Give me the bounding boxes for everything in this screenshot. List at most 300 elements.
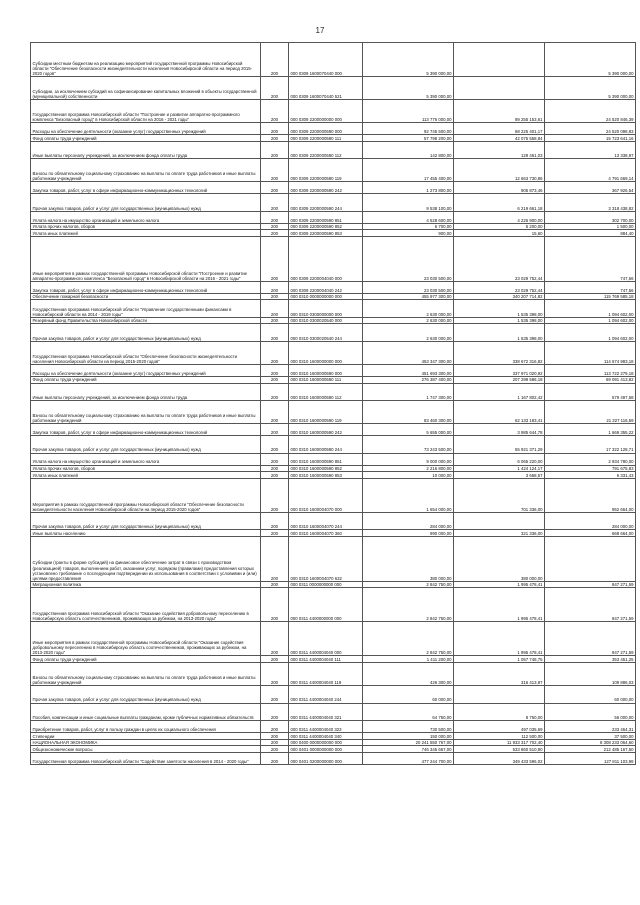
row-name-cell: Уплата налога на имущество организаций и земельного налога bbox=[31, 453, 261, 465]
row-approved-cell: 2 630 000,00 bbox=[363, 324, 454, 342]
row-unexecuted-cell: 2 934 780,00 bbox=[545, 453, 636, 465]
row-unexecuted-cell: 114 674 983,18 bbox=[545, 341, 636, 364]
row-executed-cell: 11 933 317 702,40 bbox=[454, 739, 545, 746]
row-code-cell: 200 bbox=[261, 135, 289, 142]
row-executed-cell: 68 225 401,17 bbox=[454, 123, 545, 135]
row-unexecuted-cell: 847 271,59 bbox=[545, 581, 636, 588]
row-classification-cell: 000 0309 2200000590 851 bbox=[289, 211, 363, 223]
row-classification-cell: 000 0311 4400004040 323 bbox=[289, 721, 363, 733]
row-code-cell: 200 bbox=[261, 77, 289, 100]
row-unexecuted-cell: 668 664,00 bbox=[545, 530, 636, 537]
row-code-cell: 200 bbox=[261, 536, 289, 581]
row-code-cell: 200 bbox=[261, 223, 289, 230]
row-code-cell: 200 bbox=[261, 317, 289, 324]
row-code-cell: 200 bbox=[261, 123, 289, 135]
row-name-cell: Прочая закупка товаров, работ и услуг для государственных (муниципальных) нужд bbox=[31, 324, 261, 342]
row-classification-cell: 000 0309 2200000000 000 bbox=[289, 100, 363, 123]
row-classification-cell: 000 0309 2200000590 853 bbox=[289, 230, 363, 237]
row-classification-cell: 000 0310 1600000590 853 bbox=[289, 472, 363, 479]
row-executed-cell: 1 995 478,41 bbox=[454, 581, 545, 588]
row-executed-cell: 112 500,00 bbox=[454, 733, 545, 740]
row-approved-cell: 451 693 300,00 bbox=[363, 364, 454, 376]
table-row bbox=[31, 686, 636, 704]
table-row bbox=[31, 721, 636, 733]
row-classification-cell: 000 0310 1600000590 851 bbox=[289, 453, 363, 465]
table-row bbox=[31, 401, 636, 424]
row-classification-cell: 000 0310 1600004070 244 bbox=[289, 512, 363, 530]
row-code-cell: 200 bbox=[261, 512, 289, 530]
row-executed-cell: 337 971 020,92 bbox=[454, 364, 545, 376]
row-approved-cell: 17 455 400,00 bbox=[363, 159, 454, 182]
row-classification-cell: 000 0309 2200000590 111 bbox=[289, 135, 363, 142]
row-executed-cell bbox=[454, 512, 545, 530]
row-approved-cell: 746 345 667,00 bbox=[363, 746, 454, 753]
row-unexecuted-cell: 1 094 602,00 bbox=[545, 317, 636, 324]
row-code-cell: 200 bbox=[261, 656, 289, 663]
row-name-cell: Иные мероприятия в рамках государственной программы Новосибирской области "Построение и развитие аппаратно-программного комплекса "Безопасный город" в Новосибирской области на 2016 - 2021 годы" bbox=[31, 236, 261, 281]
row-classification-cell: 000 0310 0300020540 000 bbox=[289, 317, 363, 324]
table-row bbox=[31, 663, 636, 686]
row-name-cell: Государственная программа Новосибирской области "Содействие занятости населения в 2014 - 2020 годы" bbox=[31, 752, 261, 764]
row-code-cell: 200 bbox=[261, 293, 289, 300]
row-code-cell: 200 bbox=[261, 478, 289, 512]
row-executed-cell: 89 255 153,61 bbox=[454, 100, 545, 123]
row-approved-cell: 5 390 000,00 bbox=[363, 43, 454, 77]
row-classification-cell: 000 0310 1600004070 632 bbox=[289, 536, 363, 581]
row-classification-cell: 000 0309 2200004040 242 bbox=[289, 281, 363, 293]
row-executed-cell: 62 133 183,41 bbox=[454, 401, 545, 424]
row-executed-cell: 4 225 900,00 bbox=[454, 211, 545, 223]
row-executed-cell: 1 424 124,17 bbox=[454, 465, 545, 472]
table-row bbox=[31, 141, 636, 159]
row-code-cell: 200 bbox=[261, 324, 289, 342]
row-code-cell: 200 bbox=[261, 383, 289, 401]
row-unexecuted-cell: 8 308 233 064,60 bbox=[545, 739, 636, 746]
table-row bbox=[31, 588, 636, 622]
table-row bbox=[31, 43, 636, 77]
row-code-cell: 200 bbox=[261, 663, 289, 686]
row-name-cell: Фонд оплаты труда учреждений bbox=[31, 656, 261, 663]
row-code-cell: 200 bbox=[261, 453, 289, 465]
row-approved-cell: 4 528 600,00 bbox=[363, 211, 454, 223]
row-name-cell: Закупка товаров, работ, услуг в сфере информационно-коммуникационных технологий bbox=[31, 424, 261, 436]
table-row bbox=[31, 376, 636, 383]
row-executed-cell: 701 336,00 bbox=[454, 478, 545, 512]
row-classification-cell: 000 0311 4400004040 321 bbox=[289, 703, 363, 721]
row-unexecuted-cell: 56 000,00 bbox=[545, 703, 636, 721]
row-code-cell: 200 bbox=[261, 376, 289, 383]
row-code-cell: 200 bbox=[261, 43, 289, 77]
row-unexecuted-cell: 24 520 098,83 bbox=[545, 123, 636, 135]
row-classification-cell: 000 0309 2200000590 852 bbox=[289, 223, 363, 230]
row-unexecuted-cell: 353 451,25 bbox=[545, 656, 636, 663]
table-row bbox=[31, 472, 636, 479]
row-approved-cell: 20 241 550 767,00 bbox=[363, 739, 454, 746]
row-name-cell: Субсидии местным бюджетам на реализацию мероприятий государственной программы Новосибирской области "Обеспечение безопасности жизнедеятельности населения Новосибирской области на период 2015-2020 годов" bbox=[31, 43, 261, 77]
row-classification-cell: 000 0400 0000000000 000 bbox=[289, 739, 363, 746]
row-name-cell: Общеэкономические вопросы bbox=[31, 746, 261, 753]
row-unexecuted-cell: 747,56 bbox=[545, 281, 636, 293]
row-approved-cell: 2 842 750,00 bbox=[363, 581, 454, 588]
row-code-cell: 200 bbox=[261, 100, 289, 123]
row-code-cell: 200 bbox=[261, 436, 289, 454]
row-approved-cell: 1 747 300,00 bbox=[363, 383, 454, 401]
row-classification-cell: 000 0309 2200000590 119 bbox=[289, 159, 363, 182]
row-code-cell: 200 bbox=[261, 752, 289, 764]
row-executed-cell: 3 985 644,78 bbox=[454, 424, 545, 436]
table-row bbox=[31, 453, 636, 465]
table-row bbox=[31, 123, 636, 135]
row-name-cell: Прочая закупка товаров, работ и услуг для государственных (муниципальных) нужд bbox=[31, 194, 261, 212]
row-executed-cell: 349 433 596,02 bbox=[454, 752, 545, 764]
row-approved-cell: 57 798 200,00 bbox=[363, 135, 454, 142]
row-approved-cell: 73 243 500,00 bbox=[363, 436, 454, 454]
row-approved-cell: 426 300,00 bbox=[363, 663, 454, 686]
row-executed-cell: 316 413,97 bbox=[454, 663, 545, 686]
table-row bbox=[31, 733, 636, 740]
row-unexecuted-cell: 113 722 279,18 bbox=[545, 364, 636, 376]
row-code-cell: 200 bbox=[261, 424, 289, 436]
row-executed-cell: 497 035,69 bbox=[454, 721, 545, 733]
row-name-cell: Пособия, компенсации и иные социальные выплаты гражданам, кроме публичных нормативных обязательств bbox=[31, 703, 261, 721]
row-unexecuted-cell: 13 338,97 bbox=[545, 141, 636, 159]
row-unexecuted-cell: 747,56 bbox=[545, 236, 636, 281]
row-unexecuted-cell: 1 094 602,00 bbox=[545, 324, 636, 342]
row-executed-cell: 533 860 510,90 bbox=[454, 746, 545, 753]
row-name-cell: Взносы по обязательному социальному страхованию на выплаты по оплате труда работников и иные выплаты работникам учреждений bbox=[31, 401, 261, 424]
row-unexecuted-cell: 21 327 116,59 bbox=[545, 401, 636, 424]
row-executed-cell: 340 207 714,82 bbox=[454, 293, 545, 300]
row-classification-cell: 000 0311 4400004040 111 bbox=[289, 656, 363, 663]
row-unexecuted-cell: 4 791 669,14 bbox=[545, 159, 636, 182]
row-approved-cell: 1 411 200,00 bbox=[363, 656, 454, 663]
row-approved-cell: 5 390 000,00 bbox=[363, 77, 454, 100]
row-unexecuted-cell: 60 000,00 bbox=[545, 686, 636, 704]
row-approved-cell: 23 030 500,00 bbox=[363, 236, 454, 281]
table-row bbox=[31, 656, 636, 663]
row-unexecuted-cell: 791 675,83 bbox=[545, 465, 636, 472]
row-unexecuted-cell bbox=[545, 536, 636, 581]
table-row bbox=[31, 622, 636, 656]
row-classification-cell: 000 0310 1600004070 360 bbox=[289, 530, 363, 537]
row-code-cell: 200 bbox=[261, 588, 289, 622]
row-unexecuted-cell: 579 497,58 bbox=[545, 383, 636, 401]
row-name-cell: Фонд оплаты труда учреждений bbox=[31, 135, 261, 142]
row-name-cell: Иные мероприятия в рамках государственной программы Новосибирской области "Оказание содействия добровольному переселению в Новосибирскую область соотечественников, проживающих за рубежом, на 2013-2020 годы" bbox=[31, 622, 261, 656]
row-name-cell: Государственная программа Новосибирской области "Обеспечение безопасности жизнедеятельности населения Новосибирской области на период 2015-2020 годов" bbox=[31, 341, 261, 364]
row-approved-cell: 9 000 000,00 bbox=[363, 453, 454, 465]
row-executed-cell: 8 750,00 bbox=[454, 703, 545, 721]
table-row bbox=[31, 536, 636, 581]
row-classification-cell: 000 0310 1600000590 000 bbox=[289, 364, 363, 376]
row-approved-cell: 380 000,00 bbox=[363, 536, 454, 581]
row-name-cell: Иные выплаты персоналу учреждений, за исключением фонда оплаты труда bbox=[31, 383, 261, 401]
row-classification-cell: 000 0309 2200004040 000 bbox=[289, 236, 363, 281]
row-name-cell: Приобретение товаров, работ, услуг в пользу граждан в целях их социального обеспечения bbox=[31, 721, 261, 733]
row-name-cell: Обеспечение пожарной безопасности bbox=[31, 293, 261, 300]
row-code-cell: 200 bbox=[261, 364, 289, 376]
row-classification-cell: 000 0311 4400004040 244 bbox=[289, 686, 363, 704]
row-code-cell: 200 bbox=[261, 230, 289, 237]
row-unexecuted-cell: 847 271,59 bbox=[545, 622, 636, 656]
table-row bbox=[31, 364, 636, 376]
row-unexecuted-cell: 17 322 128,71 bbox=[545, 436, 636, 454]
row-approved-cell: 64 750,00 bbox=[363, 703, 454, 721]
table-row bbox=[31, 194, 636, 212]
row-code-cell: 200 bbox=[261, 281, 289, 293]
row-approved-cell: 9 538 100,00 bbox=[363, 194, 454, 212]
row-approved-cell: 10 000,00 bbox=[363, 472, 454, 479]
row-name-cell: Иные выплаты персоналу учреждений, за исключением фонда оплаты труда bbox=[31, 141, 261, 159]
row-executed-cell bbox=[454, 686, 545, 704]
table-row bbox=[31, 317, 636, 324]
row-classification-cell: 000 0309 1600070440 521 bbox=[289, 77, 363, 100]
row-executed-cell: 6 219 661,18 bbox=[454, 194, 545, 212]
row-executed-cell: 207 299 586,18 bbox=[454, 376, 545, 383]
row-executed-cell: 1 167 802,42 bbox=[454, 383, 545, 401]
table-row bbox=[31, 465, 636, 472]
row-classification-cell: 000 0310 1600000590 242 bbox=[289, 424, 363, 436]
row-unexecuted-cell: 115 769 585,18 bbox=[545, 293, 636, 300]
row-classification-cell: 000 0309 2200000590 242 bbox=[289, 182, 363, 194]
row-executed-cell: 338 672 316,82 bbox=[454, 341, 545, 364]
row-approved-cell: 2 630 000,00 bbox=[363, 300, 454, 318]
row-name-cell: Субсидии (гранты в форме субсидий) на финансовое обеспечение затрат в связи с производством (реализацией) товаров, выполнением работ, оказанием услуг, порядком (правилами) предоставления которых установлено требование о последующем подтверждении их использования в соответствии с условиями и (или) целями предоставления bbox=[31, 536, 261, 581]
row-unexecuted-cell: 5 390 000,00 bbox=[545, 43, 636, 77]
row-name-cell: Расходы на обеспечение деятельности (оказание услуг) государственных учреждений bbox=[31, 123, 261, 135]
row-code-cell: 200 bbox=[261, 236, 289, 281]
row-classification-cell: 000 0309 2200000590 000 bbox=[289, 123, 363, 135]
row-executed-cell: 905 873,46 bbox=[454, 182, 545, 194]
row-name-cell: Государственная программа Новосибирской области "Управление государственными финансами в Новосибирской области на 2014 - 2019 годы" bbox=[31, 300, 261, 318]
row-code-cell: 200 bbox=[261, 581, 289, 588]
row-classification-cell: 000 0311 4400004040 340 bbox=[289, 733, 363, 740]
row-approved-cell: 1 273 800,00 bbox=[363, 182, 454, 194]
table-row bbox=[31, 581, 636, 588]
row-approved-cell: 2 216 800,00 bbox=[363, 465, 454, 472]
row-unexecuted-cell: 127 811 103,98 bbox=[545, 752, 636, 764]
table-row bbox=[31, 211, 636, 223]
row-name-cell: Взносы по обязательному социальному страхованию на выплаты по оплате труда работников и иные выплаты работникам учреждений bbox=[31, 159, 261, 182]
row-name-cell: Закупка товаров, работ, услуг в сфере информационно-коммуникационных технологий bbox=[31, 281, 261, 293]
row-executed-cell bbox=[454, 43, 545, 77]
row-code-cell: 200 bbox=[261, 300, 289, 318]
row-code-cell: 200 bbox=[261, 465, 289, 472]
row-name-cell: Уплата налога на имущество организаций и земельного налога bbox=[31, 211, 261, 223]
row-approved-cell: 1 654 000,00 bbox=[363, 478, 454, 512]
row-approved-cell: 2 630 000,00 bbox=[363, 317, 454, 324]
row-name-cell: Уплата иных платежей bbox=[31, 472, 261, 479]
row-classification-cell: 000 0311 0000000000 000 bbox=[289, 581, 363, 588]
row-unexecuted-cell: 1 669 355,22 bbox=[545, 424, 636, 436]
row-classification-cell: 000 0310 0300000000 000 bbox=[289, 300, 363, 318]
table-row bbox=[31, 300, 636, 318]
table-row bbox=[31, 530, 636, 537]
row-executed-cell: 5 200,00 bbox=[454, 223, 545, 230]
row-unexecuted-cell: 24 520 846,39 bbox=[545, 100, 636, 123]
row-classification-cell: 000 0310 1600004070 000 bbox=[289, 478, 363, 512]
row-executed-cell: 12 663 730,86 bbox=[454, 159, 545, 182]
table-row bbox=[31, 100, 636, 123]
row-name-cell: Взносы по обязательному социальному страхованию на выплаты по оплате труда работников и иные выплаты работникам учреждений bbox=[31, 663, 261, 686]
row-unexecuted-cell: 884,40 bbox=[545, 230, 636, 237]
table-row bbox=[31, 478, 636, 512]
row-unexecuted-cell: 37 500,00 bbox=[545, 733, 636, 740]
row-approved-cell: 23 030 500,00 bbox=[363, 281, 454, 293]
row-name-cell: Уплата иных платежей bbox=[31, 230, 261, 237]
row-executed-cell: 23 029 752,44 bbox=[454, 281, 545, 293]
row-code-cell: 200 bbox=[261, 703, 289, 721]
row-classification-cell: 000 0309 2200000590 112 bbox=[289, 141, 363, 159]
row-classification-cell: 000 0311 4400000000 000 bbox=[289, 588, 363, 622]
table-row bbox=[31, 746, 636, 753]
row-classification-cell: 000 0310 0000000000 000 bbox=[289, 293, 363, 300]
page-number: 17 bbox=[315, 26, 325, 35]
row-approved-cell: 150 000,00 bbox=[363, 733, 454, 740]
row-name-cell: Стипендии bbox=[31, 733, 261, 740]
table-row bbox=[31, 424, 636, 436]
row-approved-cell: 5 655 000,00 bbox=[363, 424, 454, 436]
row-code-cell: 200 bbox=[261, 401, 289, 424]
row-executed-cell: 321 336,00 bbox=[454, 530, 545, 537]
row-executed-cell bbox=[454, 77, 545, 100]
table-row bbox=[31, 703, 636, 721]
row-classification-cell: 000 0309 1600070440 000 bbox=[289, 43, 363, 77]
row-code-cell: 200 bbox=[261, 686, 289, 704]
table-row bbox=[31, 230, 636, 237]
row-approved-cell: 990 000,00 bbox=[363, 530, 454, 537]
row-code-cell: 200 bbox=[261, 194, 289, 212]
row-classification-cell: 000 0310 1600000590 119 bbox=[289, 401, 363, 424]
table-row bbox=[31, 512, 636, 530]
row-unexecuted-cell: 847 271,59 bbox=[545, 588, 636, 622]
row-executed-cell: 6 065 220,00 bbox=[454, 453, 545, 465]
row-unexecuted-cell: 212 485 167,50 bbox=[545, 746, 636, 753]
row-name-cell: Субсидии, за исключением субсидий на софинансирование капитальных вложений в объекты государственной (муниципальной) собственности bbox=[31, 77, 261, 100]
table-row bbox=[31, 182, 636, 194]
row-executed-cell: 3 668,57 bbox=[454, 472, 545, 479]
row-unexecuted-cell: 6 331,43 bbox=[545, 472, 636, 479]
row-executed-cell: 42 075 558,84 bbox=[454, 135, 545, 142]
row-executed-cell: 1 535 398,00 bbox=[454, 324, 545, 342]
row-unexecuted-cell: 3 318 438,82 bbox=[545, 194, 636, 212]
row-unexecuted-cell: 233 464,31 bbox=[545, 721, 636, 733]
row-code-cell: 200 bbox=[261, 141, 289, 159]
row-approved-cell: 60 000,00 bbox=[363, 686, 454, 704]
row-executed-cell: 1 995 478,41 bbox=[454, 622, 545, 656]
table-row bbox=[31, 281, 636, 293]
row-unexecuted-cell: 1 500,00 bbox=[545, 223, 636, 230]
row-code-cell: 200 bbox=[261, 733, 289, 740]
row-approved-cell: 113 776 000,00 bbox=[363, 100, 454, 123]
row-name-cell: Прочая закупка товаров, работ и услуг для государственных (муниципальных) нужд bbox=[31, 436, 261, 454]
row-code-cell: 200 bbox=[261, 472, 289, 479]
row-name-cell: Прочая закупка товаров, работ и услуг для государственных (муниципальных) нужд bbox=[31, 512, 261, 530]
row-executed-cell: 15,60 bbox=[454, 230, 545, 237]
row-classification-cell: 000 0311 4400004040 119 bbox=[289, 663, 363, 686]
row-name-cell: Мероприятия в рамках государственной программы Новосибирской области "Обеспечение безопасности жизнедеятельности населения Новосибирской области на период 2015-2020 годов" bbox=[31, 478, 261, 512]
row-unexecuted-cell: 5 390 000,00 bbox=[545, 77, 636, 100]
table-row bbox=[31, 236, 636, 281]
row-name-cell: Государственная программа Новосибирской области "Построение и развитие аппаратно-программного комплекса "Безопасный город" в Новосибирской области на 2016 - 2021 годы" bbox=[31, 100, 261, 123]
row-approved-cell: 477 244 700,00 bbox=[363, 752, 454, 764]
row-name-cell: Фонд оплаты труда учреждений bbox=[31, 376, 261, 383]
row-approved-cell: 2 842 750,00 bbox=[363, 622, 454, 656]
row-code-cell: 200 bbox=[261, 622, 289, 656]
table-row bbox=[31, 752, 636, 764]
row-classification-cell: 000 0309 2200000590 244 bbox=[289, 194, 363, 212]
row-code-cell: 200 bbox=[261, 530, 289, 537]
row-unexecuted-cell: 1 094 602,00 bbox=[545, 300, 636, 318]
row-approved-cell: 284 000,00 bbox=[363, 512, 454, 530]
row-code-cell: 200 bbox=[261, 739, 289, 746]
table-row bbox=[31, 223, 636, 230]
row-name-cell: Уплата прочих налогов, сборов bbox=[31, 465, 261, 472]
row-executed-cell: 380 000,00 bbox=[454, 536, 545, 581]
row-approved-cell: 2 842 750,00 bbox=[363, 588, 454, 622]
row-code-cell: 200 bbox=[261, 159, 289, 182]
table-row bbox=[31, 159, 636, 182]
row-classification-cell: 000 0310 1600000000 000 bbox=[289, 341, 363, 364]
row-executed-cell: 1 995 478,41 bbox=[454, 588, 545, 622]
table-row bbox=[31, 77, 636, 100]
table-row bbox=[31, 739, 636, 746]
table-row bbox=[31, 341, 636, 364]
row-unexecuted-cell: 302 700,00 bbox=[545, 211, 636, 223]
row-approved-cell: 900,00 bbox=[363, 230, 454, 237]
row-unexecuted-cell: 284 000,00 bbox=[545, 512, 636, 530]
row-approved-cell: 276 387 400,00 bbox=[363, 376, 454, 383]
table-body bbox=[31, 43, 636, 765]
table-row bbox=[31, 383, 636, 401]
row-code-cell: 200 bbox=[261, 182, 289, 194]
row-classification-cell: 000 0310 1600000590 852 bbox=[289, 465, 363, 472]
table-row bbox=[31, 436, 636, 454]
row-executed-cell: 1 535 398,00 bbox=[454, 317, 545, 324]
row-classification-cell: 000 0310 1600000590 112 bbox=[289, 383, 363, 401]
row-name-cell: Иные выплаты населению bbox=[31, 530, 261, 537]
row-unexecuted-cell: 15 723 641,16 bbox=[545, 135, 636, 142]
row-name-cell: Резервный фонд Правительства Новосибирской области bbox=[31, 317, 261, 324]
row-approved-cell: 453 347 300,00 bbox=[363, 341, 454, 364]
table-row bbox=[31, 135, 636, 142]
row-approved-cell: 730 500,00 bbox=[363, 721, 454, 733]
row-unexecuted-cell: 69 091 413,82 bbox=[545, 376, 636, 383]
row-executed-cell: 23 029 752,44 bbox=[454, 236, 545, 281]
row-approved-cell: 455 977 300,00 bbox=[363, 293, 454, 300]
row-approved-cell: 6 700,00 bbox=[363, 223, 454, 230]
row-classification-cell: 000 0401 0000000000 000 bbox=[289, 746, 363, 753]
table-row bbox=[31, 324, 636, 342]
row-executed-cell: 55 921 371,29 bbox=[454, 436, 545, 454]
row-classification-cell: 000 0310 1600000590 244 bbox=[289, 436, 363, 454]
row-code-cell: 200 bbox=[261, 746, 289, 753]
budget-execution-table bbox=[30, 42, 636, 765]
row-name-cell: Государственная программа Новосибирской области "Оказание содействия добровольному переселению в Новосибирскую область соотечественников, проживающих за рубежом, на 2013-2020 годы" bbox=[31, 588, 261, 622]
row-executed-cell: 1 057 748,75 bbox=[454, 656, 545, 663]
row-code-cell: 200 bbox=[261, 211, 289, 223]
row-code-cell: 200 bbox=[261, 341, 289, 364]
row-classification-cell: 000 0311 4400004040 000 bbox=[289, 622, 363, 656]
row-executed-cell: 1 535 398,00 bbox=[454, 300, 545, 318]
row-name-cell: Миграционная политика bbox=[31, 581, 261, 588]
row-name-cell: Прочая закупка товаров, работ и услуг для государственных (муниципальных) нужд bbox=[31, 686, 261, 704]
row-name-cell: Расходы на обеспечение деятельности (оказание услуг) государственных учреждений bbox=[31, 364, 261, 376]
row-approved-cell: 83 460 300,00 bbox=[363, 401, 454, 424]
row-classification-cell: 000 0401 0200000000 000 bbox=[289, 752, 363, 764]
row-name-cell: НАЦИОНАЛЬНАЯ ЭКОНОМИКА bbox=[31, 739, 261, 746]
row-classification-cell: 000 0310 0300020540 244 bbox=[289, 324, 363, 342]
